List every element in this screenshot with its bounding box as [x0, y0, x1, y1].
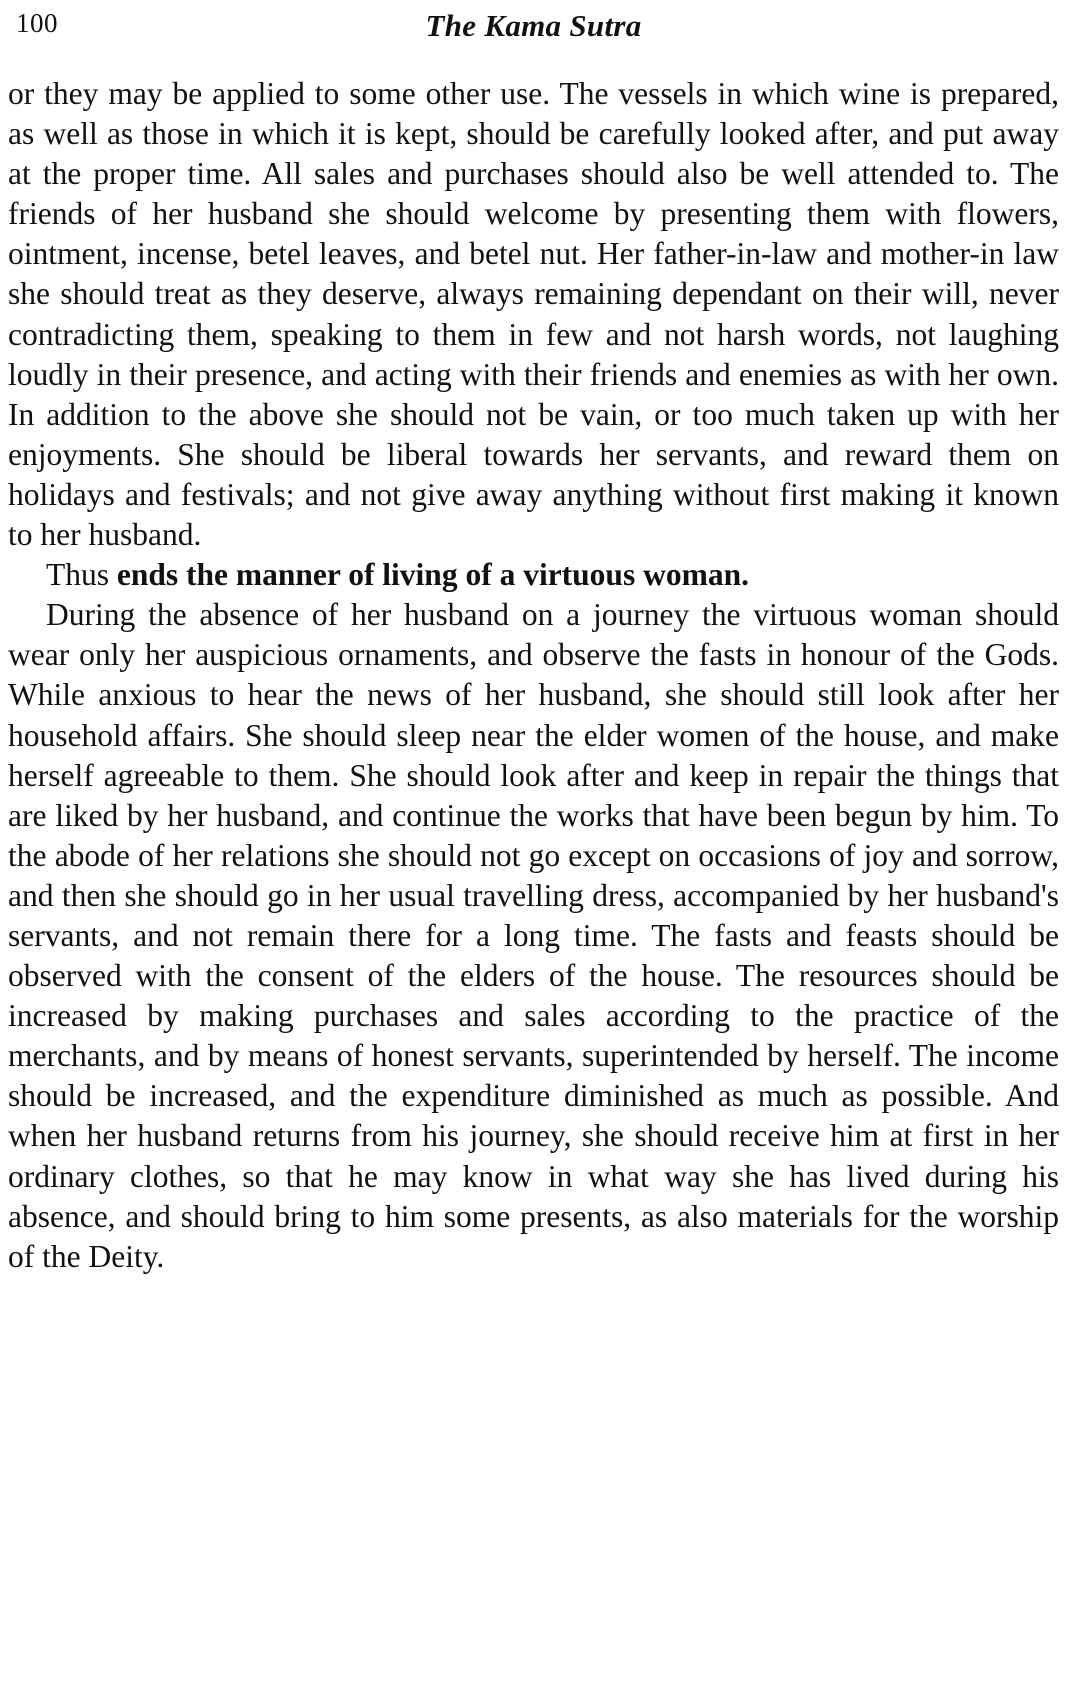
section-end-lead: Thus — [46, 557, 109, 593]
running-title: The Kama Sutra — [425, 8, 642, 43]
paragraph-absence: During the absence of her husband on a journey the virtuous woman should wear only her auspicious ornaments, and observe the fasts in honour of the Gods. While anxious to hear the news of her husband, she should still look after her household affairs. She should sleep near the elder women of the house, and make herself agreeable to them. She should look after and keep in repair the things that are liked by her husband, and continue the works that have been begun by him. To the abode of her relations she should not go except on occasions of joy and sorrow, and then she should go in her usual travelling dress, accompanied by her husband's servants, and not remain there for a long time. The fasts and feasts should be observed with the consent of the elders of the house. The resources should be increased by making purchases and sales according to the practice of the merchants, and by means of honest servants, superintended by herself. The income should be increased, and the expenditure diminished as much as possible. And when her husband returns from his journey, she should receive him at first in her ordinary clothes, so that he may know in what way she has lived during his absence, and should bring to him some presents, as also materials for the worship of the Deity. — [8, 597, 1059, 1274]
paragraph-continued: or they may be applied to some other use. The vessels in which wine is prepared, as well as those in which it is kept, should be carefully looked after, and put away at the proper time. All sales and purchases should also be well attended to. The friends of her husband she should welcome by presenting them with flowers, ointment, incense, betel leaves, and betel nut. Her father-in-law and mother-in law she should treat as they deserve, always remaining dependant on their will, never contradicting them, speaking to them in few and not harsh words, not laughing loudly in their presence, and acting with their friends and enemies as with her own. In addition to the above she should not be vain, or too much taken up with her enjoyments. She should be liberal towards her servants, and reward them on holidays and festivals; and not give away anything without first making it known to her husband. — [8, 76, 1059, 553]
section-end-bold: ends the manner of living of a virtuous woman. — [109, 557, 749, 593]
page-body — [8, 74, 1059, 1277]
section-end-line — [8, 555, 1059, 595]
page-number: 100 — [16, 8, 58, 38]
page-header — [8, 8, 1059, 48]
